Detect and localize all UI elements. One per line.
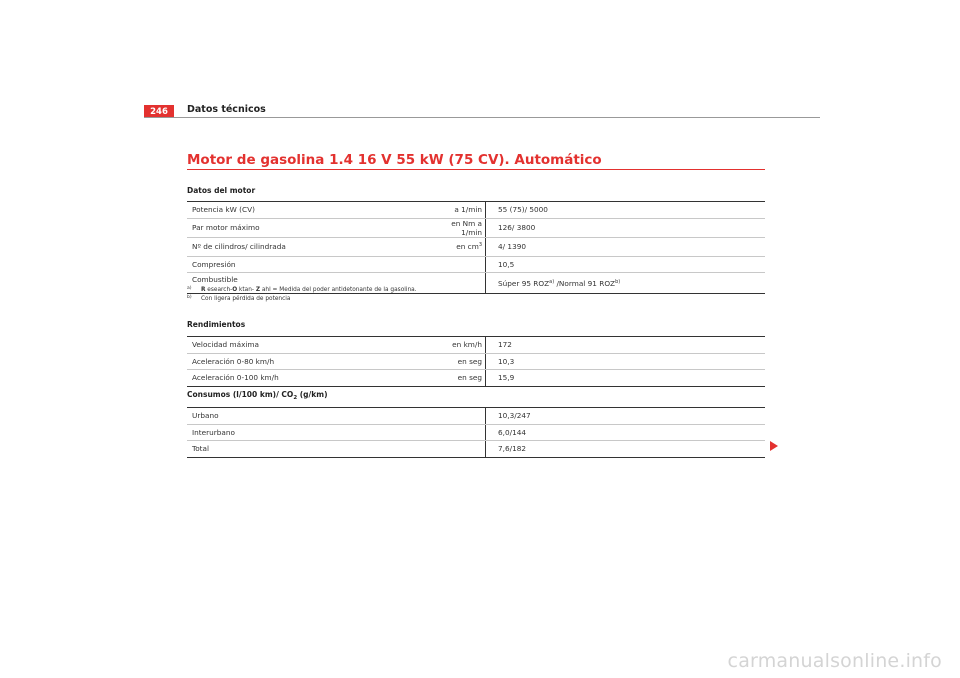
row-label: Aceleración 0-100 km/h <box>192 373 279 383</box>
header-title: Datos técnicos <box>187 104 266 115</box>
row-value <box>486 273 766 294</box>
row-unit <box>445 441 486 458</box>
footnote-text: Con ligera pérdida de potencia <box>201 296 291 302</box>
row-value: 10,3 <box>486 353 766 370</box>
row-value: 10,5 <box>486 256 766 273</box>
row-label: Nº de cilindros/ cilindrada <box>187 237 445 256</box>
consumos-heading-text: Consumos (l/100 km)/ CO <box>187 390 294 399</box>
header-divider <box>144 117 820 118</box>
table-row <box>187 424 765 441</box>
table-row <box>187 441 765 458</box>
next-page-arrow-icon[interactable] <box>770 441 778 451</box>
row-label: Total <box>192 444 210 454</box>
row-unit: a 1/min <box>445 202 486 219</box>
row-unit <box>445 237 486 256</box>
row-value: 126/ 3800 <box>486 218 766 237</box>
footnote-ref: a) <box>549 278 555 285</box>
row-value: 4/ 1390 <box>486 237 766 256</box>
row-unit <box>445 256 486 273</box>
consumos-table <box>187 407 765 458</box>
unit-text: en cm <box>456 242 479 251</box>
table-row <box>187 256 765 273</box>
consumos-heading-subscript: 2 <box>293 395 298 401</box>
table-row <box>187 237 765 256</box>
consumos-heading <box>187 390 328 401</box>
row-label: Aceleración 0-80 km/h <box>187 353 445 370</box>
footnote-bold: R <box>201 287 206 293</box>
row-value: 10,3/247 <box>486 408 766 425</box>
table-row <box>187 408 765 425</box>
table-row <box>187 337 765 354</box>
title-divider <box>187 169 765 170</box>
row-label: Urbano <box>187 408 445 425</box>
row-value: 7,6/182 <box>498 444 526 454</box>
page-title: Motor de gasolina 1.4 16 V 55 kW (75 CV). Automático <box>187 152 602 168</box>
row-unit <box>445 273 486 294</box>
footnote-text: ahl = Medida del poder antidetonante de la gasolina. <box>260 287 417 293</box>
table-row <box>187 370 765 387</box>
footnote-text: esearch- <box>205 287 233 293</box>
footnote <box>187 294 417 303</box>
row-value: 55 (75)/ 5000 <box>486 202 766 219</box>
page-number: 246 <box>144 105 174 118</box>
table-row <box>187 218 765 237</box>
row-label: Velocidad máxima <box>187 337 445 354</box>
row-unit <box>445 408 486 425</box>
row-unit: en km/h <box>445 337 486 354</box>
row-label: Interurbano <box>187 424 445 441</box>
row-unit <box>445 424 486 441</box>
fuel-alternative: /Normal 91 ROZ <box>554 278 616 288</box>
footnote <box>187 285 417 294</box>
rendimientos-heading: Rendimientos <box>187 320 246 329</box>
footnote-bold: O <box>232 287 238 293</box>
consumos-heading-unit: (g/km) <box>297 390 328 399</box>
row-unit: en seg <box>445 353 486 370</box>
unit-superscript: 3 <box>478 242 482 248</box>
row-unit: en seg <box>445 370 486 387</box>
footnote-ref: b) <box>615 278 621 285</box>
row-value: 15,9 <box>498 373 515 383</box>
table-row <box>187 353 765 370</box>
footnote-text: ktan- <box>237 287 256 293</box>
fuel-primary: Súper 95 ROZ <box>498 278 550 288</box>
rendimientos-table <box>187 336 765 387</box>
footnote-mark: b) <box>187 295 192 300</box>
row-label: Potencia kW (CV) <box>187 202 445 219</box>
watermark: carmanualsonline.info <box>727 650 942 672</box>
row-label: Combustible <box>192 275 238 284</box>
table-row <box>187 202 765 219</box>
row-unit: en Nm a 1/min <box>445 218 486 237</box>
motor-heading: Datos del motor <box>187 186 256 195</box>
row-value: 6,0/144 <box>486 424 766 441</box>
row-label: Par motor máximo <box>187 218 445 237</box>
row-value: 172 <box>486 337 766 354</box>
footnote-mark: a) <box>187 286 192 291</box>
motor-table <box>187 201 765 294</box>
row-label: Compresión <box>187 256 445 273</box>
footnote-bold: Z <box>255 287 261 293</box>
footnotes <box>187 285 417 303</box>
